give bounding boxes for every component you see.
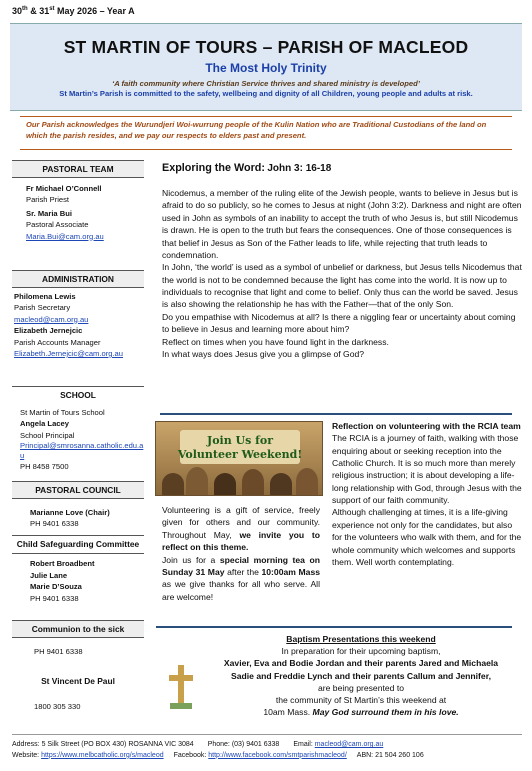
svdp-phone: 1800 305 330 [34, 702, 81, 711]
principal-email-link[interactable]: Principal@smrosanna.catholic.edu.au [20, 441, 144, 461]
committee-member: Marie D’Souza [30, 582, 82, 592]
cross-icon [166, 663, 196, 711]
footer [12, 734, 522, 762]
administration-section [12, 270, 144, 359]
exploring-the-word [162, 162, 522, 360]
communion-heading: Communion to the sick [12, 620, 144, 638]
footer-facebook-label: Facebook: [173, 751, 209, 759]
footer-email-link[interactable]: macleod@cam.org.au [314, 741, 384, 748]
priest-role: Parish Priest [26, 195, 70, 205]
baptism-line: are being presented to [317, 682, 404, 693]
associate-email-link[interactable]: Maria.Bui@cam.org.au [26, 231, 104, 241]
footer-facebook-link[interactable]: http://www.facebook.com/smtparishmacleod/ [208, 751, 347, 759]
feast-title: The Most Holy Trinity [205, 61, 327, 75]
image-line-2: Volunteer Weekend! [177, 448, 303, 461]
school-section [12, 386, 144, 472]
rcia-reflection [332, 421, 524, 568]
secretary-role: Parish Secretary [14, 303, 71, 313]
word-paragraph: Do you empathise with Nicodemus at all? Is there a niggling fear or uncertainty about coming to believe in Jesus and learning more about him? [162, 311, 516, 335]
school-name: St Martin of Tours School [20, 408, 105, 417]
rcia-paragraph: Although challenging at times, it is a life-giving experience not only for the candidates, but also for the volunteers who walk with them, and for the whole community which welcomes and supports them. Well worth contemplating. [332, 507, 522, 567]
committee-phone: PH 9401 6338 [30, 593, 79, 603]
footer-abn: ABN: 21 504 260 106 [356, 751, 424, 759]
masthead [10, 23, 522, 111]
pastoral-council-heading: PASTORAL COUNCIL [12, 481, 144, 499]
associate-role: Pastoral Associate [26, 220, 89, 230]
accounts-role: Parish Accounts Manager [14, 337, 101, 347]
pastoral-team-heading: PASTORAL TEAM [12, 160, 144, 178]
communion-section [12, 620, 144, 657]
word-paragraph: Nicodemus, a member of the ruling elite of the Jewish people, wants to believe in Jesus but is afraid to do so publicly, so he comes to Jesus at night (John 3:2). Darkness and night are often used in John as symbols of an inability to accept the truth of who Jesus is, but still Nicodemus is drawn. He is open to the truth but fears the consequences. One of those consequences is that belief in Jesus as Son of the Father leads to life, while rejecting that truth leads to condemnation. [162, 188, 522, 260]
morning-tea-text: as we give thanks for all who serve. All are welcome! [162, 579, 320, 602]
person-silhouette [270, 473, 292, 495]
person-silhouette [242, 469, 264, 495]
volunteer-text [162, 504, 320, 603]
rcia-paragraph: The RCIA is a journey of faith, walking with those enquiring about or seeking reception into the Catholic Church. It is so much more than merely religious instruction; it is about developing a life-long relationship with God, through Jesus with the support of our faith community. [332, 433, 522, 506]
safeguarding-section [12, 535, 144, 604]
secretary-name: Philomena Lewis [14, 292, 76, 301]
council-chair: Marianne Love (Chair) [30, 508, 110, 517]
footer-email-label: Email: [293, 741, 315, 748]
pastoral-council-section [12, 481, 144, 530]
safeguarding-heading: Child Safeguarding Committee [12, 535, 144, 554]
morning-tea-text: after the [224, 566, 262, 577]
accounts-name: Elizabeth Jernejcic [14, 326, 83, 336]
volunteer-intro: Volunteering is a gift of service, freely given for others and our community. Throughout May, [162, 505, 320, 540]
image-line-1: Join Us for [206, 434, 274, 447]
pastoral-team-section [12, 160, 144, 242]
council-phone: PH 9401 6338 [30, 519, 79, 529]
accounts-email-link[interactable]: Elizabeth.Jernejcic@cam.org.au [14, 348, 124, 358]
committee-member: Robert Broadbent [30, 559, 95, 569]
person-silhouette [186, 467, 208, 495]
associate-name: Sr. Maria Bui [26, 208, 72, 218]
word-paragraph: In John, ‘the world’ is used as a symbol of unbelief or darkness, but Jesus tells Nicodemus that the world is not to be condemned because the light has come into the world. It is now up to individuals to recognise that light and come to belief. Only thus can the world be saved. Jesus is also showing the relationship he has with the Father—that of the only Son. [162, 262, 522, 310]
baptism-mass-time: 10am Mass. [263, 707, 313, 718]
gospel-reference: John 3: 16-18 [267, 163, 332, 174]
section-divider [156, 626, 512, 628]
volunteer-invite: we invite you to reflect on this theme. [162, 529, 321, 553]
footer-website-link[interactable]: https://www.melbcatholic.org/s/macleod [41, 751, 164, 759]
baptism-families: Sadie and Freddie Lynch and their parents Callum and Jennifer, [231, 670, 491, 681]
school-heading: SCHOOL [12, 386, 144, 403]
word-paragraph: In what ways does Jesus give you a glimpse of God? [162, 348, 365, 359]
baptism-blessing: May God surround them in his love. [312, 707, 459, 718]
issue-date: 30th & 31st May 2026 – Year A [12, 6, 135, 16]
section-divider [160, 413, 512, 415]
person-silhouette [296, 468, 318, 495]
volunteer-weekend-image [155, 421, 323, 496]
baptism-line: In preparation for their upcoming baptism, [281, 646, 441, 657]
person-silhouette [162, 473, 184, 495]
acknowledgement-of-country: Our Parish acknowledges the Wurundjeri Woi-wurrung people of the Kulin Nation who are Traditional Custodians of the land on which the parish resides, and we pay our respects to elders past and present. [20, 116, 512, 150]
baptism-families: Xavier, Eva and Bodie Jordan and their parents Jared and Michaela [223, 658, 499, 669]
rcia-heading: Reflection on volunteering with the RCIA team [332, 421, 521, 431]
parish-email-link[interactable]: macleod@cam.org.au [14, 314, 89, 324]
morning-tea-text: Join us for a [162, 554, 220, 565]
baptism-line: the community of St Martin’s this weekend at [275, 695, 447, 706]
baptism-notice [200, 633, 522, 718]
svdp-section [12, 668, 144, 712]
morning-tea-date: special morning tea on Sunday 31 May [162, 554, 320, 577]
priest-name: Fr Michael O’Connell [26, 184, 102, 193]
footer-phone: Phone: (03) 9401 6338 [207, 741, 280, 748]
svdp-heading: St Vincent De Paul [12, 668, 144, 689]
parish-title: ST MARTIN OF TOURS – PARISH OF MACLEOD [63, 37, 469, 57]
safeguarding-statement: St Martin’s Parish is committed to the safety, wellbeing and dignity of all Children, young people and adults at risk. [59, 89, 473, 98]
word-paragraph: Reflect on times when you have found light in the darkness. [162, 336, 389, 347]
footer-address: Address: 5 Silk Street (PO BOX 430) ROSANNA VIC 3084 [12, 741, 194, 748]
footer-website-label: Website: [12, 751, 42, 759]
baptism-heading: Baptism Presentations this weekend [286, 634, 436, 644]
administration-heading: ADMINISTRATION [12, 270, 144, 288]
word-heading: Exploring the Word: [162, 162, 265, 174]
principal-name: Angela Lacey [20, 419, 69, 429]
committee-member: Julie Lane [30, 570, 68, 580]
person-silhouette [214, 473, 236, 495]
mass-time: 10:00am Mass [261, 566, 321, 577]
communion-phone: PH 9401 6338 [34, 647, 83, 656]
school-phone: PH 8458 7500 [20, 461, 69, 471]
parish-motto: ‘A faith community where Christian Service thrives and shared ministry is developed’ [112, 79, 420, 88]
principal-role: School Principal [20, 430, 75, 440]
